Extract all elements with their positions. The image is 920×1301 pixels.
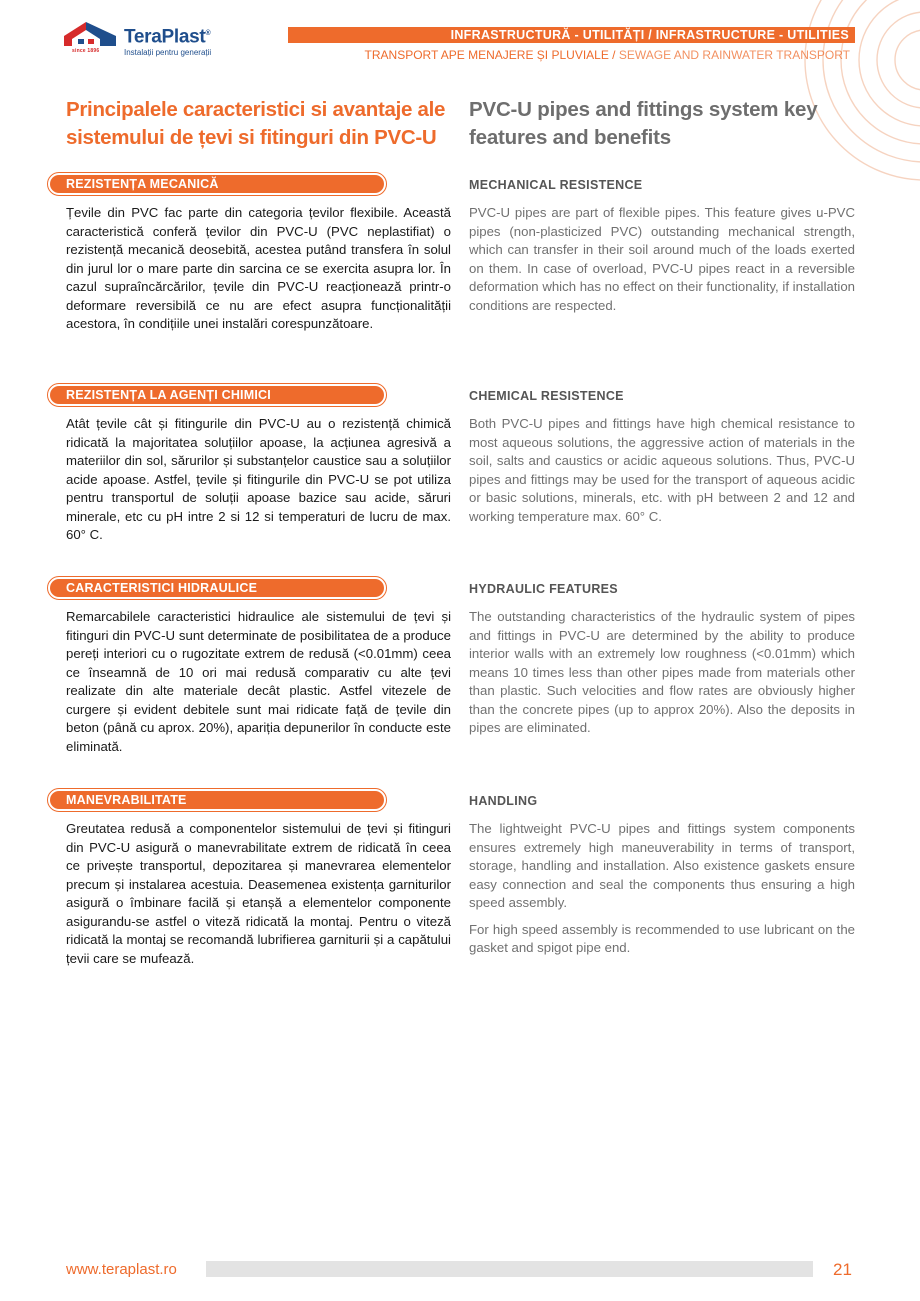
brand-tagline: Instalații pentru generații: [124, 48, 212, 58]
section-text-handling-en: [469, 820, 855, 958]
section-heading-mechanical-ro: REZISTENȚA MECANICĂ: [47, 172, 387, 196]
section-text-chemical-ro: Atât țevile cât și fitingurile din PVC-U au o rezistență chimică ridicată la majoritatea soluțiilor apoase, la acțiunea agresivă a materiilor din sol, sărurilor și substanțelor caustice sau a soluțiilor acide apoase. Astfel, țevile și fitingurile din PVC-U se pot utiliza pentru transportul de soluții apoase bazice sau acide, săruri minerale, etc cu pH intre 2 si 12 si temperaturi de lucru de max. 60° C.: [66, 416, 451, 542]
footer-divider-bar: [206, 1261, 813, 1277]
section-text-mechanical-ro: Țevile din PVC fac parte din categoria țevilor flexibile. Această caracteristică conferă țevilor din PVC-U (PVC neplastifiat) o rezistență mecanică deosebită, acestea putând transfera în solul din jurul lor o mare parte din sarcina ce se exercita asupra lor. În cazul supraîncărcărilor, țevile din PVC-U reacționează printr-o deformare reversibilă ce nu are efect asupra funcționalității acestora, în condițiile unei instalări corespunzătoare.: [66, 205, 451, 331]
page-title-en: PVC-U pipes and fittings system key features and benefits: [469, 98, 818, 149]
page-number: 21: [833, 1260, 852, 1279]
section-heading-chemical-ro: REZISTENȚA LA AGENȚI CHIMICI: [47, 383, 387, 407]
section-text-handling-ro: Greutatea redusă a componentelor sistemului de țevi și fitinguri din PVC-U asigură o manevrabilitate extrem de ridicată în ceea ce privește transportul, depozitarea și manevrarea elementelor precum și instalarea acestuia. Deasemenea existența garniturilor asigură o îmbinare facilă și etanșă a elementelor componente asigurandu-se astfel o viteză ridicată la montaj. Pentru o viteză ridicată la montaj se recomandă lubrifierea garniturii și a capătului țevii care se mufează.: [66, 821, 451, 966]
logo-since: since 1896: [72, 48, 100, 54]
section-text-hydraulic-ro: Remarcabilele caracteristici hidraulice ale sistemului de țevi și fitinguri din PVC-U sunt determinate de posibilitatea de a produce pereți interiori cu o rugozitate extrem de redusă (<0.01mm) ceea ce înseamnă de 10 ori mai redusă comparativ cu alte țevi realizate din alte materiale decât plastic. Astfel vitezele de curgere și evident debitele sunt mai ridicate față de țevile din beton (până cu aprox. 20%), apariția depunerilor în conducte este eliminată.: [66, 609, 451, 754]
handling-paragraph-2: For high speed assembly is recommended to use lubricant on the gasket and spigot pipe end.: [469, 921, 855, 955]
section-heading-mechanical-en: MECHANICAL RESISTENCE: [469, 178, 643, 192]
section-text-chemical-en: Both PVC-U pipes and fittings have high chemical resistance to most aqueous solutions, the aggressive action of materials in the soil, salts and caustics or acidic aqueous solutions. Thus, PVC-U pipes and fittings may be used for the transport of aqueous acidic or basic solutions, minerals, etc. with pH between 2 and 12 and working temperature max. 60° C.: [469, 416, 855, 524]
section-text-hydraulic-en: The outstanding characteristics of the hydraulic system of pipes and fittings in PVC-U are determined by the ability to produce interior walls with an extremely low roughness (<0.01mm) which means 10 times less than other pipes made from materials other than plastic. Such velocities and flow rates are obviously higher than the concrete pipes (up to approx 20%). Also the deposits in pipes are eliminated.: [469, 609, 855, 735]
teraplast-logo[interactable]: [64, 22, 211, 57]
section-heading-hydraulic-ro: CARACTERISTICI HIDRAULICE: [47, 576, 387, 600]
brand-name: TeraPlast®: [124, 26, 211, 48]
section-text-mechanical-en: PVC-U pipes are part of flexible pipes. This feature gives u-PVC pipes (non-plasticized PVC) outstanding mechanical strength, which can transfer in their soil around much of the loads exerted on them. In case of overload, PVC-U pipes react in a reversible deformation which has no effect on their functionality, if installation conditions are respected.: [469, 205, 855, 313]
section-heading-handling-ro: MANEVRABILITATE: [47, 788, 387, 812]
website-link[interactable]: www.teraplast.ro: [66, 1261, 177, 1278]
category-bar: INFRASTRUCTURĂ - UTILITĂȚI / INFRASTRUCTURE - UTILITIES: [288, 27, 855, 43]
section-heading-chemical-en: CHEMICAL RESISTENCE: [469, 389, 624, 403]
section-heading-hydraulic-en: HYDRAULIC FEATURES: [469, 582, 618, 596]
section-heading-handling-en: HANDLING: [469, 794, 538, 808]
subcategory: TRANSPORT APE MENAJERE ȘI PLUVIALE / SEWAGE AND RAINWATER TRANSPORT: [364, 48, 850, 62]
handling-paragraph-1: The lightweight PVC-U pipes and fittings system components ensures extremely high maneuverability in terms of transport, storage, handling and installation. Also existence gaskets ensure easy connection and seal the components thus ensuring a high speed assembly.: [469, 821, 855, 910]
page-title-ro: Principalele caracteristici si avantaje ale sistemului de țevi si fitinguri din PVC-U: [66, 98, 446, 149]
house-logo-icon: [64, 22, 120, 56]
